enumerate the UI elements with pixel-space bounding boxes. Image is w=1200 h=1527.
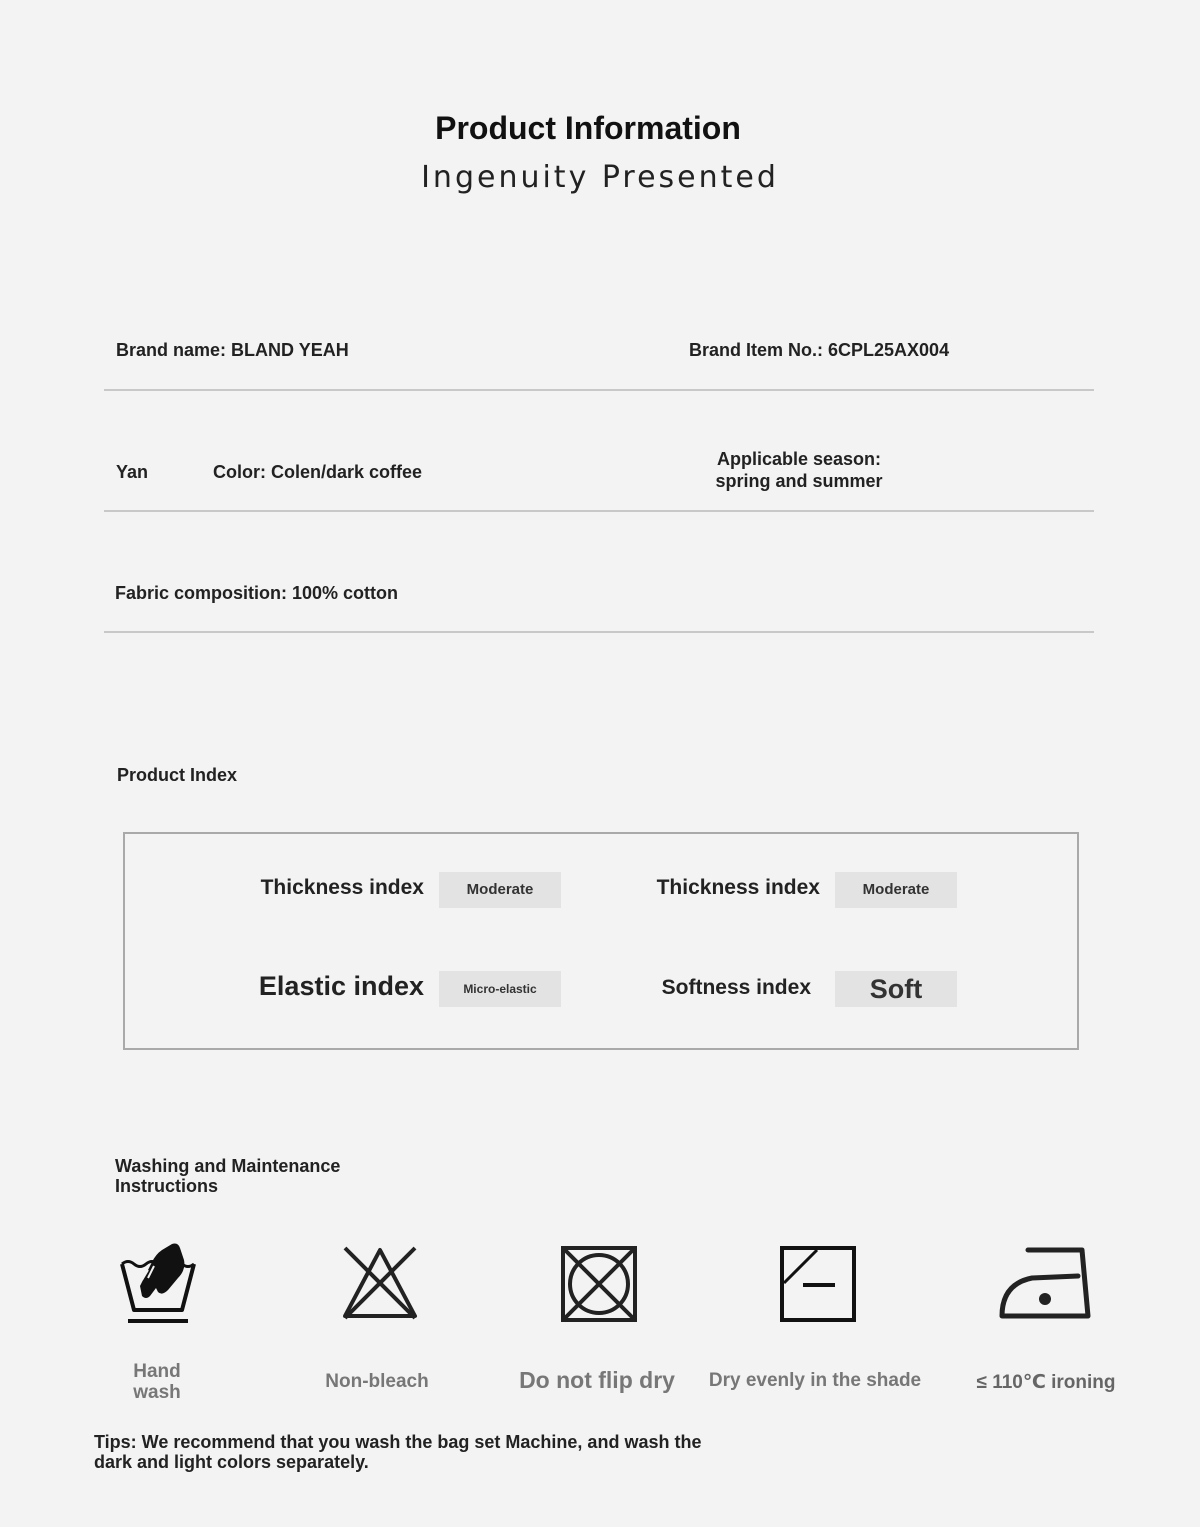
hand-wash-icon xyxy=(118,1240,198,1326)
no-tumble-dry-label: Do not flip dry xyxy=(519,1367,675,1393)
no-bleach-icon xyxy=(341,1244,419,1322)
page-title: Product Information xyxy=(435,110,741,146)
iron-label: ≤ 110℃ ironing xyxy=(976,1372,1116,1393)
hand-wash-label xyxy=(107,1361,207,1403)
brand-name: Brand name: BLAND YEAH xyxy=(116,340,349,360)
softness-index-label: Softness index xyxy=(661,976,811,999)
dry-in-shade-label: Dry evenly in the shade xyxy=(708,1370,922,1391)
divider xyxy=(104,389,1094,391)
softness-index-value: Soft xyxy=(835,971,957,1007)
no-tumble-dry-icon xyxy=(560,1245,638,1323)
divider xyxy=(104,510,1094,512)
thickness-index-label: Thickness index xyxy=(656,876,820,899)
care-title-line-1: Washing and Maintenance xyxy=(115,1156,341,1176)
fabric-composition: Fabric composition: 100% cotton xyxy=(115,583,399,603)
thickness-index-value: Moderate xyxy=(439,872,561,908)
hand-wash-label-line-1: Hand xyxy=(133,1361,181,1382)
hand-wash-label-line-2: wash xyxy=(133,1382,181,1403)
care-title-line-2: Instructions xyxy=(115,1176,219,1196)
season-line-2: spring and summer xyxy=(715,471,883,491)
season-line-1: Applicable season: xyxy=(716,449,882,469)
care-title xyxy=(115,1156,340,1196)
page-subtitle: Ingenuity Presented xyxy=(421,160,779,195)
yan-label: Yan xyxy=(116,462,149,482)
non-bleach-label: Non-bleach xyxy=(325,1371,429,1392)
season-field xyxy=(690,448,908,492)
thickness-index-label: Thickness index xyxy=(260,876,424,899)
product-index-title: Product Index xyxy=(117,765,238,785)
color-field: Color: Colen/dark coffee xyxy=(213,462,423,482)
thickness-index-value: Moderate xyxy=(835,872,957,908)
dry-in-shade-icon xyxy=(779,1245,857,1323)
tips-text: Tips: We recommend that you wash the bag set Machine, and wash the dark and light colors separately. xyxy=(94,1432,702,1472)
elastic-index-label: Elastic index xyxy=(258,971,424,1001)
divider xyxy=(104,631,1094,633)
elastic-index-value: Micro-elastic xyxy=(439,971,561,1007)
iron-icon xyxy=(998,1244,1092,1322)
product-index-box xyxy=(123,832,1079,1050)
brand-item-no: Brand Item No.: 6CPL25AX004 xyxy=(689,340,950,360)
